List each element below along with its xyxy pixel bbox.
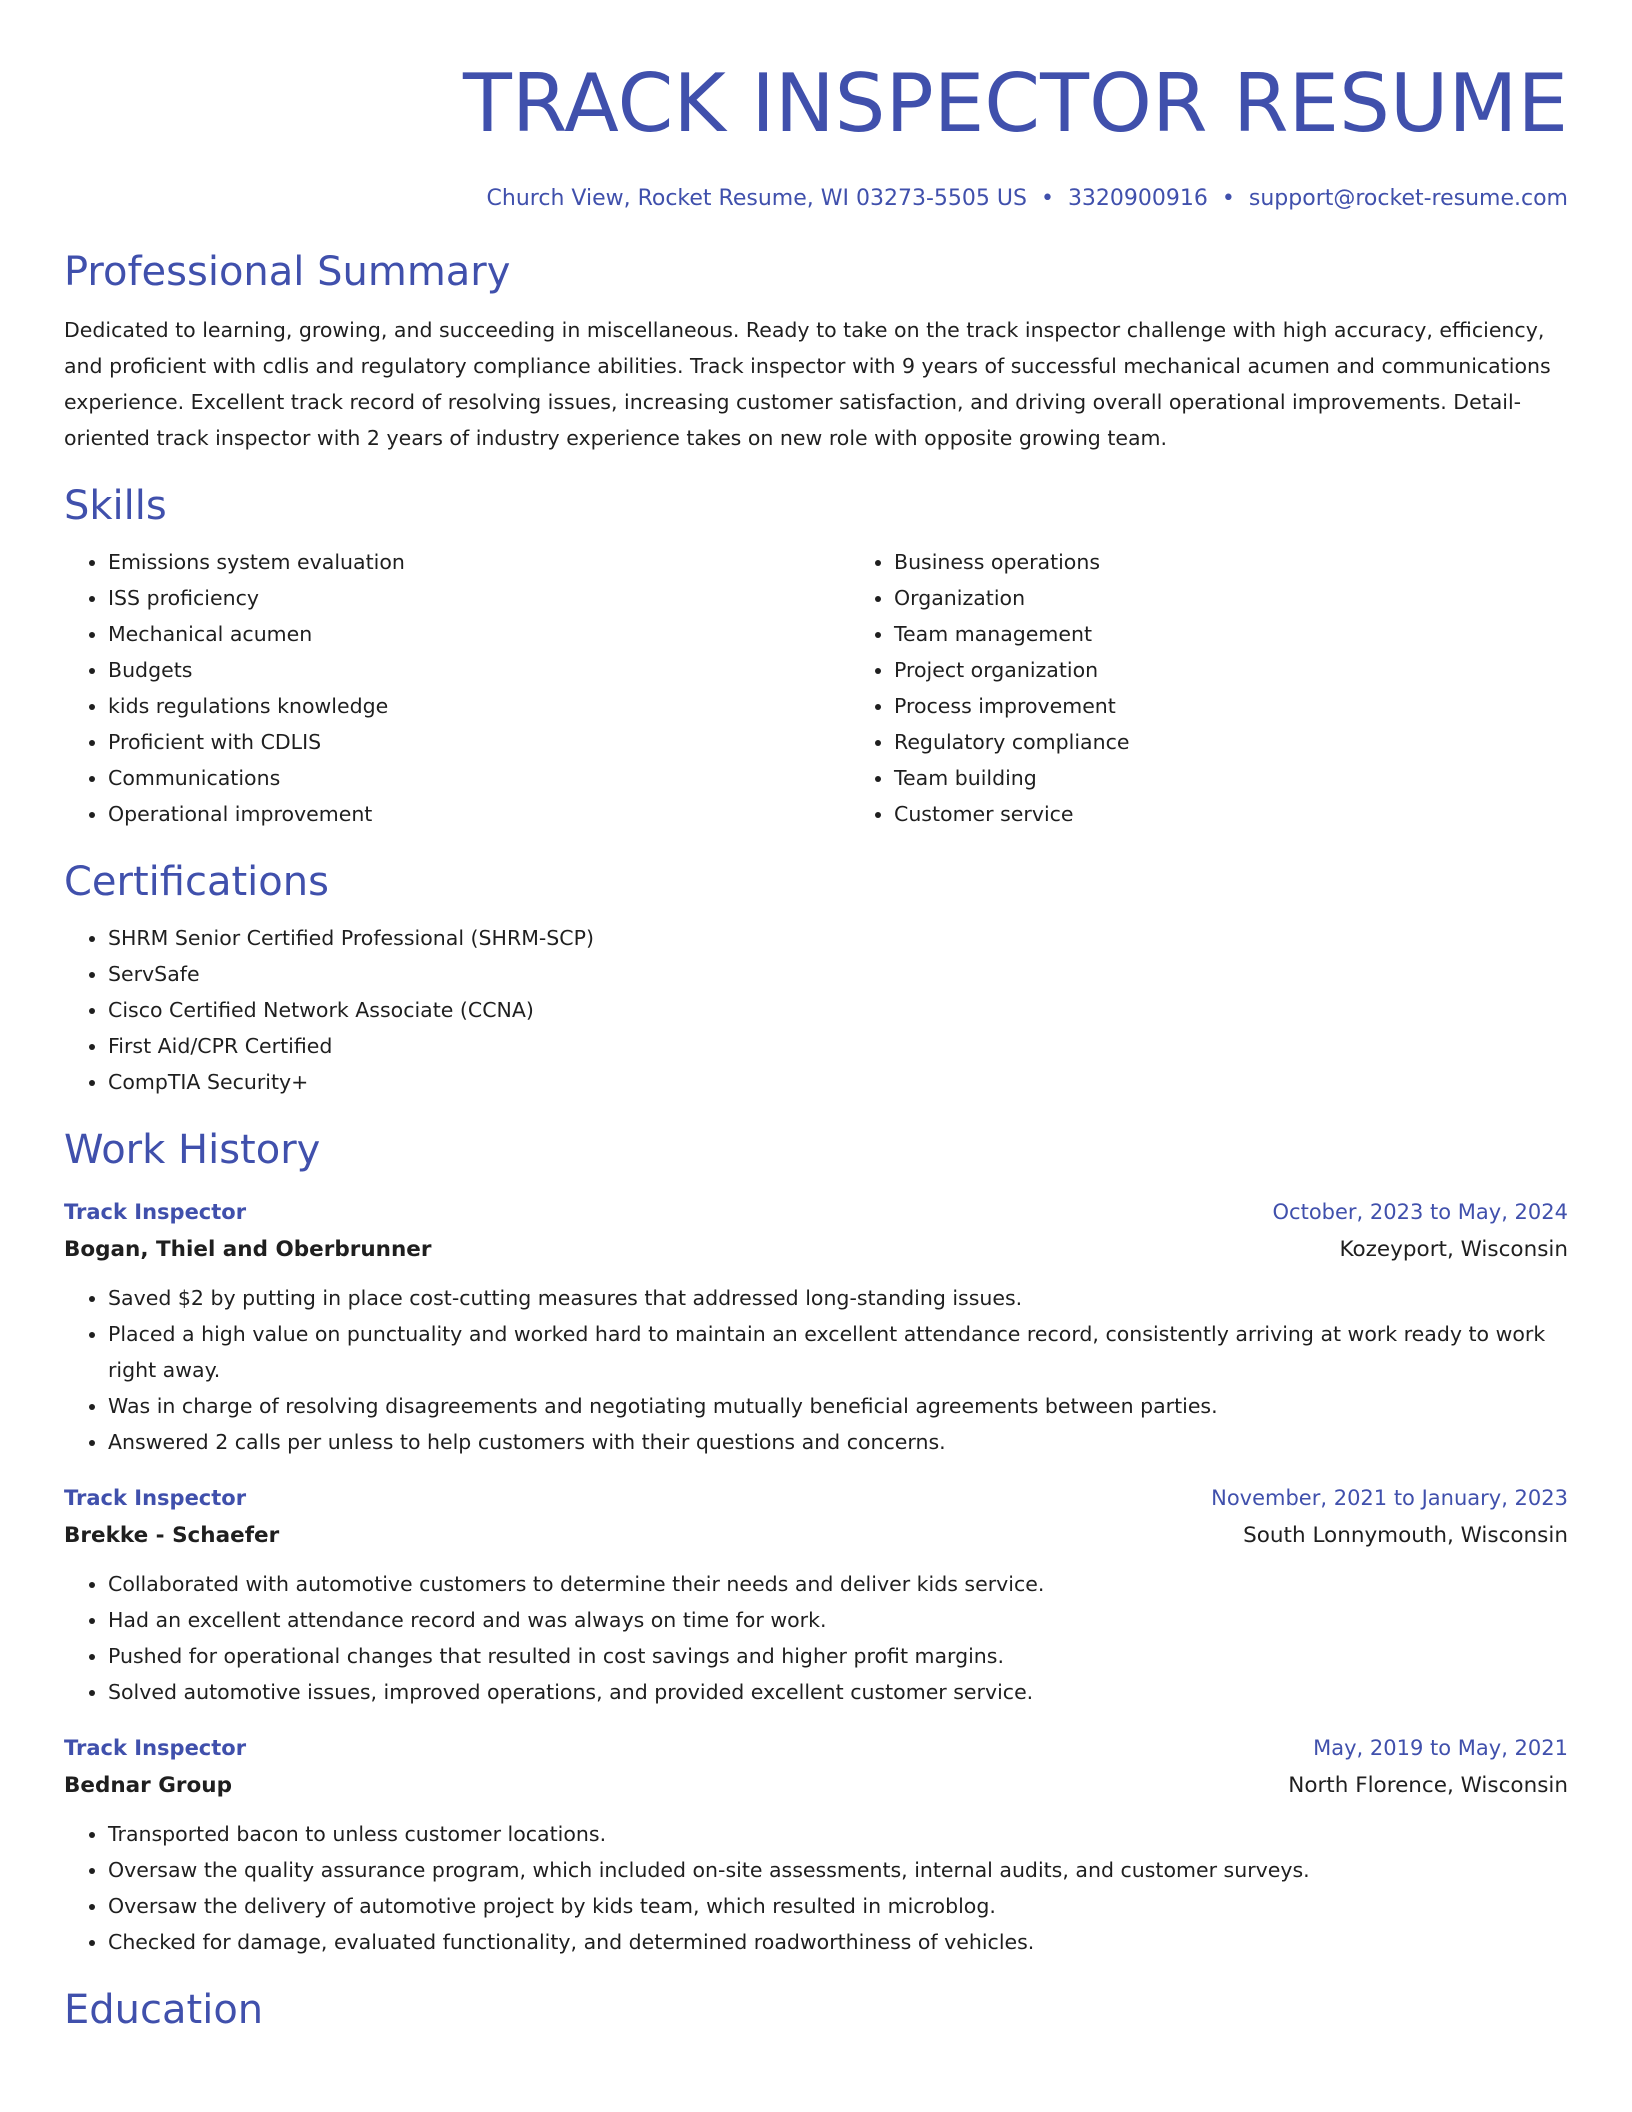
section-heading-certifications: Certifications: [64, 859, 329, 905]
job-company: Brekke - Schaefer: [64, 1523, 280, 1548]
skills-column-left: [64, 544, 850, 832]
resume-page: [64, 0, 1568, 2036]
job-duty-item: • Was in charge of resolving disagreements and negotiating mutually beneficial agreements between parties.: [108, 1388, 1568, 1424]
skill-item: • Process improvement: [894, 688, 1632, 724]
job-employer-row: [64, 1230, 1568, 1270]
contact-address: Church View, Rocket Resume, WI 03273-5505 US: [486, 186, 1027, 211]
skill-item: • Team management: [894, 616, 1632, 652]
summary-text: Dedicated to learning, growing, and succeeding in miscellaneous. Ready to take on the track inspector challenge with high accuracy, efficiency, and proficient with cdlis and regulatory compliance abilities. Track inspector with 9 years of successful mechanical acumen and communications experience. Excellent track record of resolving issues, increasing customer satisfaction, and driving overall operational improvements. Detail-oriented track inspector with 2 years of industry experience takes on new role with opposite growing team.: [64, 318, 1551, 450]
job-header-row: [64, 1194, 1568, 1230]
certifications-list: [64, 920, 1568, 1100]
job-header-row: [64, 1730, 1568, 1766]
contact-separator: •: [1040, 186, 1054, 211]
contact-line: [64, 184, 1568, 214]
job-duty-item: • Solved automotive issues, improved operations, and provided excellent customer service.: [108, 1674, 1568, 1710]
job-duty-item: • Placed a high value on punctuality and worked hard to maintain an excellent attendance record, consistently arriving at work ready to work right away.: [108, 1316, 1568, 1388]
skill-item: • Customer service: [894, 796, 1632, 832]
contact-email[interactable]: support@rocket-resume.com: [1248, 186, 1568, 211]
job-duty-item: • Collaborated with automotive customers to determine their needs and deliver kids service.: [108, 1566, 1568, 1602]
job-duty-item: • Had an excellent attendance record and was always on time for work.: [108, 1602, 1568, 1638]
job-title: Track Inspector: [64, 1200, 247, 1224]
job-company: Bogan, Thiel and Oberbrunner: [64, 1237, 432, 1262]
skills-list: [64, 544, 1568, 832]
skill-item: • Mechanical acumen: [108, 616, 850, 652]
certification-item: • First Aid/CPR Certified: [108, 1028, 1568, 1064]
job-header-row: [64, 1480, 1568, 1516]
skill-item: • Communications: [108, 760, 850, 796]
certification-item: • Cisco Certified Network Associate (CCNA): [108, 992, 1568, 1028]
skill-item: • Project organization: [894, 652, 1632, 688]
contact-separator: •: [1221, 186, 1235, 211]
skill-item: • Regulatory compliance: [894, 724, 1632, 760]
job-title: Track Inspector: [64, 1486, 247, 1510]
job-employer-row: [64, 1516, 1568, 1556]
job-dates: May, 2019 to May, 2021: [1313, 1736, 1568, 1760]
job-entry: [64, 1730, 1568, 1960]
skill-item: • Team building: [894, 760, 1632, 796]
job-duties-list: [64, 1816, 1568, 1960]
skill-item: • kids regulations knowledge: [108, 688, 850, 724]
job-duty-item: • Transported bacon to unless customer locations.: [108, 1816, 1568, 1852]
skill-item: • Organization: [894, 580, 1632, 616]
certification-item: • ServSafe: [108, 956, 1568, 992]
job-location: North Florence, Wisconsin: [1288, 1773, 1568, 1798]
job-company: Bednar Group: [64, 1773, 232, 1798]
section-heading-work-history: Work History: [64, 1127, 321, 1173]
job-duty-item: • Answered 2 calls per unless to help customers with their questions and concerns.: [108, 1424, 1568, 1460]
skill-item: • Budgets: [108, 652, 850, 688]
skill-item: • ISS proficiency: [108, 580, 850, 616]
job-duties-list: [64, 1280, 1568, 1460]
section-heading-skills: Skills: [64, 483, 167, 529]
job-location: South Lonnymouth, Wisconsin: [1243, 1523, 1568, 1548]
skill-item: • Operational improvement: [108, 796, 850, 832]
job-duty-item: • Checked for damage, evaluated functionality, and determined roadworthiness of vehicles.: [108, 1924, 1568, 1960]
job-title: Track Inspector: [64, 1736, 247, 1760]
skill-item: • Business operations: [894, 544, 1632, 580]
contact-phone[interactable]: 3320900916: [1067, 186, 1208, 211]
certification-item: • SHRM Senior Certified Professional (SHRM-SCP): [108, 920, 1568, 956]
job-duty-item: • Oversaw the quality assurance program, which included on-site assessments, internal audits, and customer surveys.: [108, 1852, 1568, 1888]
job-duty-item: • Saved $2 by putting in place cost-cutting measures that addressed long-standing issues.: [108, 1280, 1568, 1316]
job-entry: [64, 1480, 1568, 1710]
skill-item: • Emissions system evaluation: [108, 544, 850, 580]
job-location: Kozeyport, Wisconsin: [1339, 1237, 1568, 1262]
job-entry: [64, 1194, 1568, 1460]
section-heading-education: Education: [64, 1987, 264, 2033]
certification-item: • CompTIA Security+: [108, 1064, 1568, 1100]
section-heading-summary: Professional Summary: [64, 249, 511, 295]
resume-title: TRACK INSPECTOR RESUME: [462, 57, 1568, 150]
skill-item: • Proficient with CDLIS: [108, 724, 850, 760]
skills-column-right: [850, 544, 1632, 832]
job-dates: October, 2023 to May, 2024: [1272, 1200, 1568, 1224]
job-dates: November, 2021 to January, 2023: [1211, 1486, 1568, 1510]
job-duty-item: • Oversaw the delivery of automotive project by kids team, which resulted in microblog.: [108, 1888, 1568, 1924]
job-employer-row: [64, 1766, 1568, 1806]
job-duties-list: [64, 1566, 1568, 1710]
job-duty-item: • Pushed for operational changes that resulted in cost savings and higher profit margins.: [108, 1638, 1568, 1674]
